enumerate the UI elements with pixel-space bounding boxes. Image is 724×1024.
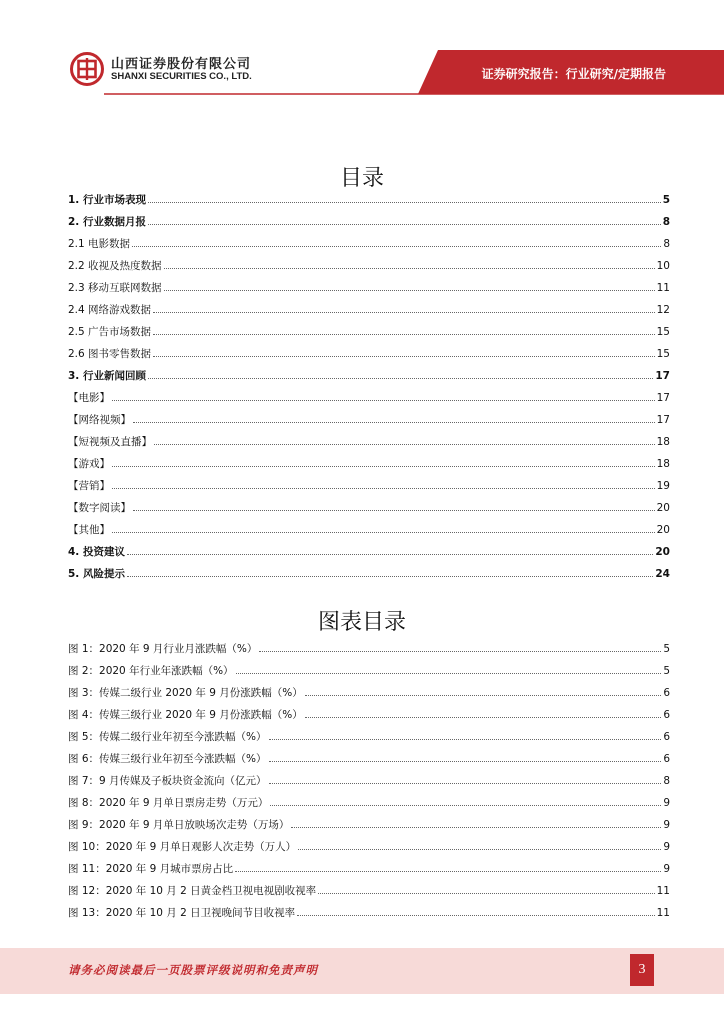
dot-leader: [133, 510, 655, 511]
toc-entry-label: 2.1 电影数据: [68, 238, 131, 250]
toc-entry-label: 2.6 图书零售数据: [68, 348, 152, 360]
toc-entry-page: 19: [656, 480, 670, 492]
dot-leader: [235, 871, 661, 872]
company-logo-icon: [70, 52, 104, 86]
figure-entry-label: 图 11：2020 年 9 月城市票房占比: [68, 863, 234, 875]
toc-entry-label: 2.4 网络游戏数据: [68, 304, 152, 316]
toc-entry[interactable]: [68, 457, 670, 479]
dot-leader: [148, 224, 661, 225]
toc-entry[interactable]: [68, 523, 670, 545]
toc-entry-page: 17: [656, 414, 670, 426]
dot-leader: [148, 378, 653, 379]
company-name-en: SHANXI SECURITIES CO., LTD.: [111, 71, 252, 82]
dot-leader: [270, 805, 661, 806]
dot-leader: [153, 356, 655, 357]
toc-entry[interactable]: [68, 435, 670, 457]
dot-leader: [112, 488, 655, 489]
toc-entry[interactable]: [68, 479, 670, 501]
toc-entry-label: 【网络视频】: [68, 414, 131, 426]
toc-entry-page: 8: [662, 216, 670, 228]
dot-leader: [153, 334, 655, 335]
report-type-tag: 证券研究报告：行业研究/定期报告: [481, 67, 666, 81]
figure-entry-label: 图 9：2020 年 9 月单日放映场次走势（万场）: [68, 819, 290, 831]
dot-leader: [164, 268, 655, 269]
dot-leader: [164, 290, 655, 291]
toc-entry[interactable]: [68, 193, 670, 215]
toc-entry-page: 18: [656, 458, 670, 470]
figure-entry-label: 图 4：传媒三级行业 2020 年 9 月份涨跌幅（%）: [68, 709, 303, 721]
figure-entry[interactable]: [68, 730, 670, 752]
toc-title: 目录: [339, 166, 384, 191]
dot-leader: [154, 444, 655, 445]
figure-entry-page: 6: [663, 731, 670, 743]
dot-leader: [298, 849, 661, 850]
figure-entry[interactable]: [68, 862, 670, 884]
dot-leader: [127, 554, 653, 555]
toc-entry-page: 18: [656, 436, 670, 448]
dot-leader: [269, 761, 662, 762]
figure-entry-page: 9: [663, 863, 670, 875]
toc-entry-label: 4. 投资建议: [68, 546, 125, 558]
figure-entry-page: 5: [663, 665, 670, 677]
figure-entry[interactable]: [68, 664, 670, 686]
toc-entry-page: 15: [656, 326, 670, 338]
dot-leader: [127, 576, 653, 577]
toc-entry-label: 【营销】: [68, 480, 110, 492]
toc-entry-label: 2.3 移动互联网数据: [68, 282, 162, 294]
toc-entry-page: 11: [656, 282, 670, 294]
toc-entry-label: 【其他】: [68, 524, 110, 536]
toc-entry-page: 20: [656, 524, 670, 536]
toc-entry[interactable]: [68, 259, 670, 281]
figure-entry-page: 11: [656, 885, 670, 897]
figure-entry-label: 图 3：传媒二级行业 2020 年 9 月份涨跌幅（%）: [68, 687, 303, 699]
dot-leader: [297, 915, 654, 916]
figure-entry-label: 图 6：传媒三级行业年初至今涨跌幅（%）: [68, 753, 267, 765]
toc-entry[interactable]: [68, 391, 670, 413]
toc-entry-page: 15: [656, 348, 670, 360]
figure-entry-label: 图 1：2020 年 9 月行业月涨跌幅（%）: [68, 643, 258, 655]
toc-entry-label: 3. 行业新闻回顾: [68, 370, 146, 382]
figure-entry-label: 图 12：2020 年 10 月 2 日黄金档卫视电视剧收视率: [68, 885, 317, 897]
figure-entry-label: 图 10：2020 年 9 月单日观影人次走势（万人）: [68, 841, 297, 853]
figure-entry-label: 图 5：传媒二级行业年初至今涨跌幅（%）: [68, 731, 267, 743]
figure-entry[interactable]: [68, 796, 670, 818]
toc-entry[interactable]: [68, 545, 670, 567]
toc-entry-label: 2.2 收视及热度数据: [68, 260, 162, 272]
toc-entry-label: 5. 风险提示: [68, 568, 125, 580]
figure-entry-label: 图 7：9 月传媒及子板块资金流向（亿元）: [68, 775, 267, 787]
figure-entry-page: 6: [663, 687, 670, 699]
footer-disclaimer: 请务必阅读最后一页股票评级说明和免责声明: [68, 963, 318, 977]
dot-leader: [236, 673, 662, 674]
toc-entry-label: 1. 行业市场表现: [68, 194, 146, 206]
page-number: 3: [630, 954, 654, 986]
dot-leader: [132, 246, 661, 247]
toc-entry-label: 【数字阅读】: [68, 502, 131, 514]
dot-leader: [291, 827, 661, 828]
figure-entry[interactable]: [68, 686, 670, 708]
toc-entry-page: 12: [656, 304, 670, 316]
toc-entry-label: 2.5 广告市场数据: [68, 326, 152, 338]
toc-entry[interactable]: [68, 347, 670, 369]
figure-entry-page: 6: [663, 753, 670, 765]
dot-leader: [269, 783, 662, 784]
figure-entry-label: 图 13：2020 年 10 月 2 日卫视晚间节目收视率: [68, 907, 296, 919]
figure-entry-page: 11: [656, 907, 670, 919]
figure-entry-page: 9: [663, 841, 670, 853]
figure-entry[interactable]: [68, 906, 670, 928]
dot-leader: [112, 466, 655, 467]
figure-entry-label: 图 8：2020 年 9 月单日票房走势（万元）: [68, 797, 269, 809]
figure-entry-label: 图 2：2020 年行业年涨跌幅（%）: [68, 665, 234, 677]
header-decoration: [0, 0, 724, 100]
toc-entry-page: 17: [656, 392, 670, 404]
toc-entry[interactable]: [68, 567, 670, 589]
dot-leader: [133, 422, 655, 423]
toc-entry[interactable]: [68, 281, 670, 303]
figure-list: [68, 642, 670, 928]
figure-entry[interactable]: [68, 752, 670, 774]
toc-entry-page: 20: [655, 546, 670, 558]
toc-entry[interactable]: [68, 369, 670, 391]
toc-list: [68, 193, 670, 589]
dot-leader: [305, 695, 662, 696]
figure-entry-page: 5: [663, 643, 670, 655]
toc-entry-page: 10: [656, 260, 670, 272]
toc-entry-label: 【游戏】: [68, 458, 110, 470]
company-name-cn: 山西证券股份有限公司: [111, 57, 252, 72]
figure-entry-page: 8: [663, 775, 670, 787]
toc-entry-page: 17: [655, 370, 670, 382]
toc-entry-page: 8: [663, 238, 670, 250]
toc-entry[interactable]: [68, 325, 670, 347]
figure-entry[interactable]: [68, 840, 670, 862]
toc-entry-label: 【电影】: [68, 392, 110, 404]
toc-entry-page: 20: [656, 502, 670, 514]
dot-leader: [112, 532, 655, 533]
toc-entry[interactable]: [68, 413, 670, 435]
toc-entry-label: 【短视频及直播】: [68, 436, 152, 448]
dot-leader: [318, 893, 654, 894]
figure-entry[interactable]: [68, 774, 670, 796]
dot-leader: [148, 202, 661, 203]
figure-entry-page: 9: [663, 797, 670, 809]
figure-entry[interactable]: [68, 708, 670, 730]
dot-leader: [259, 651, 661, 652]
dot-leader: [269, 739, 662, 740]
toc-entry[interactable]: [68, 215, 670, 237]
figure-entry-page: 6: [663, 709, 670, 721]
dot-leader: [153, 312, 655, 313]
toc-entry[interactable]: [68, 237, 670, 259]
figure-entry-page: 9: [663, 819, 670, 831]
figure-entry[interactable]: [68, 642, 670, 664]
dot-leader: [305, 717, 662, 718]
toc-entry-page: 5: [662, 194, 670, 206]
toc-entry[interactable]: [68, 303, 670, 325]
figure-entry[interactable]: [68, 884, 670, 906]
toc-entry-label: 2. 行业数据月报: [68, 216, 146, 228]
page-header: [0, 0, 724, 100]
figure-entry[interactable]: [68, 818, 670, 840]
toc-entry-page: 24: [655, 568, 670, 580]
figure-list-title: 图表目录: [317, 610, 406, 635]
dot-leader: [112, 400, 655, 401]
toc-entry[interactable]: [68, 501, 670, 523]
